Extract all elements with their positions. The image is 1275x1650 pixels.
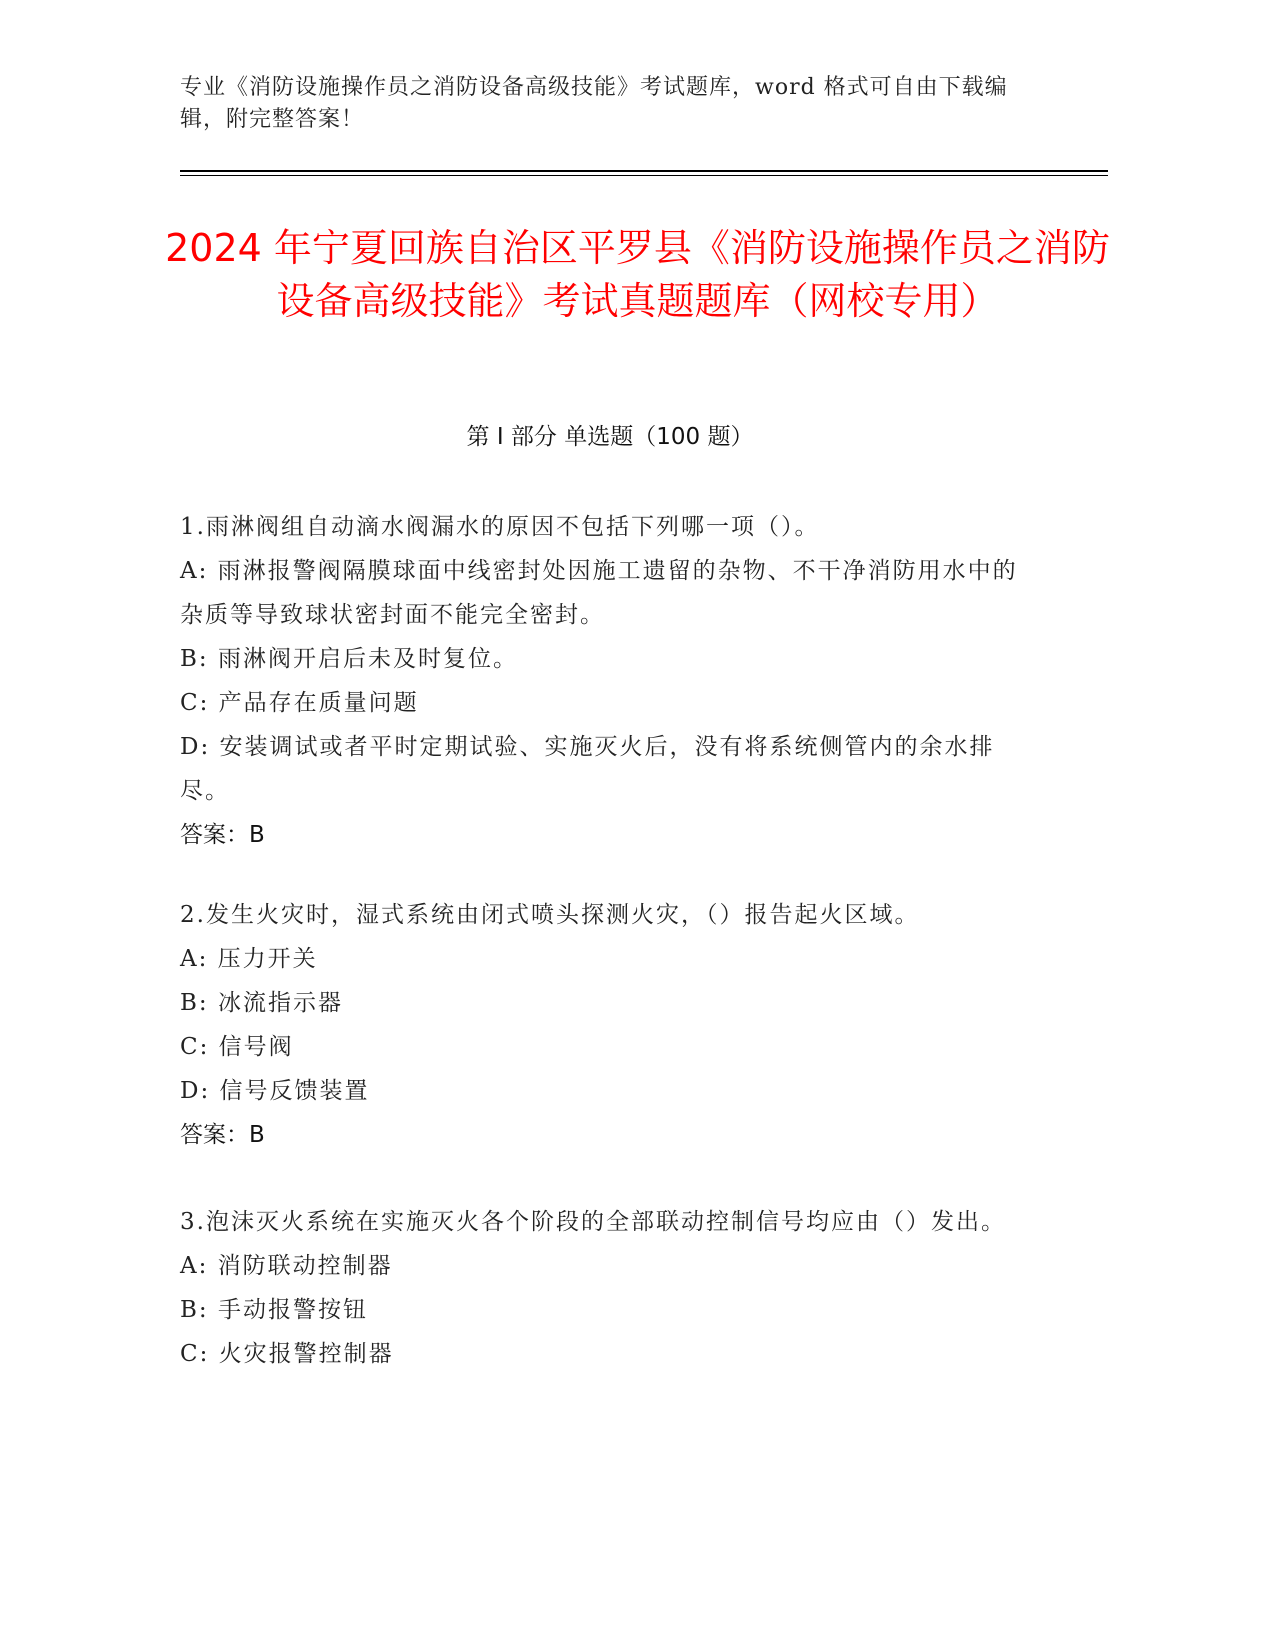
option-b: B: 手动报警按钮 xyxy=(180,1297,368,1323)
header-divider-thin xyxy=(180,175,1108,176)
option-b: B: 雨淋阀开启后未及时复位。 xyxy=(180,646,518,672)
option-a: A: 压力开关 xyxy=(180,946,318,972)
document-title: 2024 年宁夏回族自治区平罗县《消防设施操作员之消防设备高级技能》考试真题题库（网校专用） xyxy=(165,226,1110,323)
option-b: B: 冰流指示器 xyxy=(180,990,343,1016)
question-2 xyxy=(180,893,1040,1157)
answer-text: 答案：B xyxy=(180,822,265,848)
option-d: D: 安装调试或者平时定期试验、实施灭火后，没有将系统侧管内的余水排尽。 xyxy=(180,734,995,804)
header-divider-thick xyxy=(180,170,1108,172)
answer-text: 答案：B xyxy=(180,1122,265,1148)
question-stem: 1.雨淋阀组自动滴水阀漏水的原因不包括下列哪一项（）。 xyxy=(180,514,820,540)
question-1 xyxy=(180,505,1040,857)
option-c: C: 产品存在质量问题 xyxy=(180,690,419,716)
option-a: A: 消防联动控制器 xyxy=(180,1253,393,1279)
section-title: 第 I 部分 单选题（100 题） xyxy=(466,424,754,450)
header-note: 专业《消防设施操作员之消防设备高级技能》考试题库，word 格式可自由下载编辑，附完整答案！ xyxy=(180,75,1008,132)
question-stem: 3.泡沫灭火系统在实施灭火各个阶段的全部联动控制信号均应由（）发出。 xyxy=(180,1209,1006,1235)
option-d: D: 信号反馈装置 xyxy=(180,1078,370,1104)
option-c: C: 火灾报警控制器 xyxy=(180,1341,394,1367)
option-a: A: 雨淋报警阀隔膜球面中线密封处因施工遗留的杂物、不干净消防用水中的杂质等导致球状密封面不能完全密封。 xyxy=(180,558,1018,628)
question-3 xyxy=(180,1200,1040,1376)
option-c: C: 信号阀 xyxy=(180,1034,294,1060)
question-stem: 2.发生火灾时，湿式系统由闭式喷头探测火灾，（）报告起火区域。 xyxy=(180,902,920,928)
